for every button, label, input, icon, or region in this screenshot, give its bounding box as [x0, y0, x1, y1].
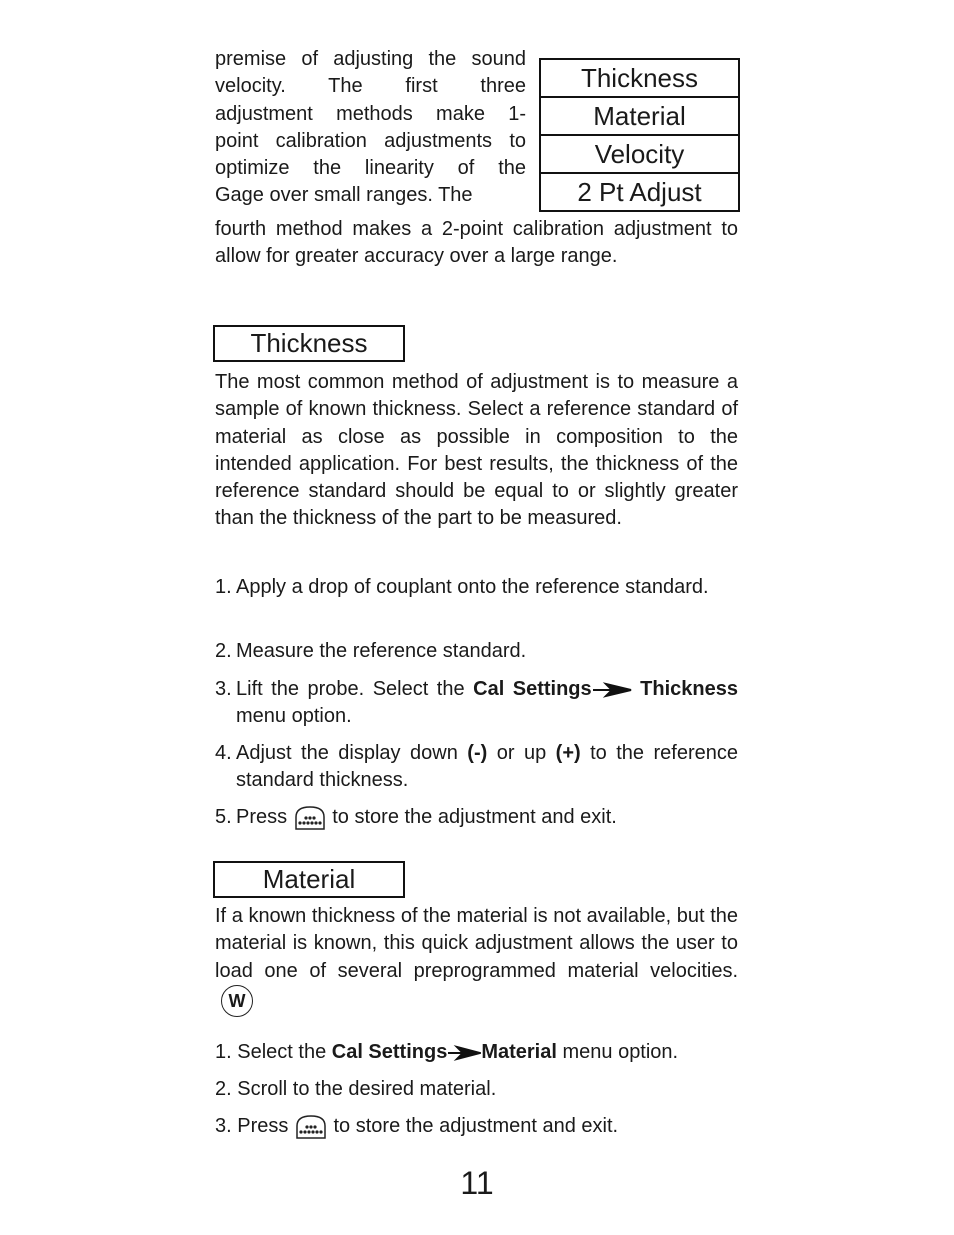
step-number: 2. [215, 640, 232, 662]
step-text: Scroll to the desired material. [231, 1078, 497, 1100]
step-text-pre: Adjust the display down [236, 742, 468, 764]
step-text-post: to store the adjustment and exit. [327, 1115, 619, 1137]
step-number: 4. [215, 742, 232, 764]
list-item [215, 676, 738, 731]
plus-key-label: (+) [555, 742, 581, 764]
page-number: 11 [460, 1165, 494, 1201]
intro-line: point calibration adjustments to [215, 129, 526, 152]
step-text-pre: Lift the probe. Select the [236, 678, 474, 700]
step-text-pre: Press [231, 1115, 289, 1137]
thickness-paragraph: The most common method of adjustment is to measure a sample of known thickness. Select a reference standard of material as close as possible in composition to the intended application. For best results, the thickness of the reference standard should be equal to or slightly greater than the thickness of the part to be measured. [215, 371, 738, 530]
step-text-post: menu option. [236, 705, 352, 728]
list-item [215, 804, 738, 831]
step-text-pre: Press [236, 806, 288, 828]
list-item [215, 1039, 738, 1066]
w-icon: W [221, 985, 253, 1017]
intro-line: premise of adjusting the sound [215, 48, 526, 70]
list-item [215, 1113, 738, 1140]
minus-key-label: (-) [467, 742, 488, 764]
step-number: 3. [215, 1115, 232, 1137]
step-number: 5. [215, 806, 232, 828]
list-item [215, 740, 738, 795]
right-arrow-icon [592, 682, 632, 698]
step-text: Apply a drop of couplant onto the reference standard. [236, 576, 709, 598]
enter-key-icon [294, 1114, 328, 1140]
step-text-pre: Select the [231, 1041, 332, 1063]
menu-item-thickness: Thickness [541, 60, 738, 98]
menu-item-material: Material [541, 98, 738, 136]
intro-line: Gage over small ranges. The [215, 184, 473, 207]
right-arrow-icon [447, 1045, 481, 1061]
menu-item-velocity: Velocity [541, 136, 738, 174]
cal-settings-menu [539, 58, 740, 212]
list-item [215, 1076, 738, 1103]
menu-path-material: Material [481, 1041, 557, 1063]
step-text [236, 740, 738, 795]
step-text-post: menu option. [556, 1041, 679, 1063]
step-text-post: to the reference standard thickness. [236, 742, 738, 792]
intro-line: optimize the linearity of the [215, 157, 526, 180]
section-heading-material: Material [213, 861, 405, 898]
step-number: 2. [215, 1078, 232, 1100]
intro-paragraph-continued: fourth method makes a 2-point calibration adjustment to allow for greater accuracy over a large range. [215, 218, 738, 268]
step-text [236, 676, 738, 731]
step-text: Measure the reference standard. [236, 640, 527, 662]
list-item [215, 638, 738, 665]
step-text [236, 804, 738, 831]
menu-path-cal-settings: Cal Settings [473, 678, 592, 700]
step-number: 3. [215, 678, 232, 700]
material-paragraph [215, 903, 738, 1017]
step-number: 1. [215, 576, 232, 598]
step-number: 1. [215, 1041, 232, 1063]
step-text [215, 1041, 678, 1063]
intro-paragraph [215, 46, 526, 210]
menu-path-cal-settings: Cal Settings [331, 1041, 448, 1063]
section-heading-thickness: Thickness [213, 325, 405, 362]
material-paragraph-text: If a known thickness of the material is not available, but the material is known, this quick adjustment allows the user to load one of several preprogrammed material velocities. [215, 905, 738, 982]
step-text-post: to store the adjustment and exit. [326, 806, 617, 828]
menu-item-2pt-adjust: 2 Pt Adjust [577, 177, 702, 207]
list-item [215, 574, 738, 601]
step-text-mid: or up [487, 742, 556, 764]
enter-key-icon [293, 805, 327, 831]
intro-line: velocity. The first three [215, 75, 526, 98]
intro-line: adjustment methods make 1- [215, 102, 526, 125]
menu-path-thickness: Thickness [640, 678, 738, 700]
